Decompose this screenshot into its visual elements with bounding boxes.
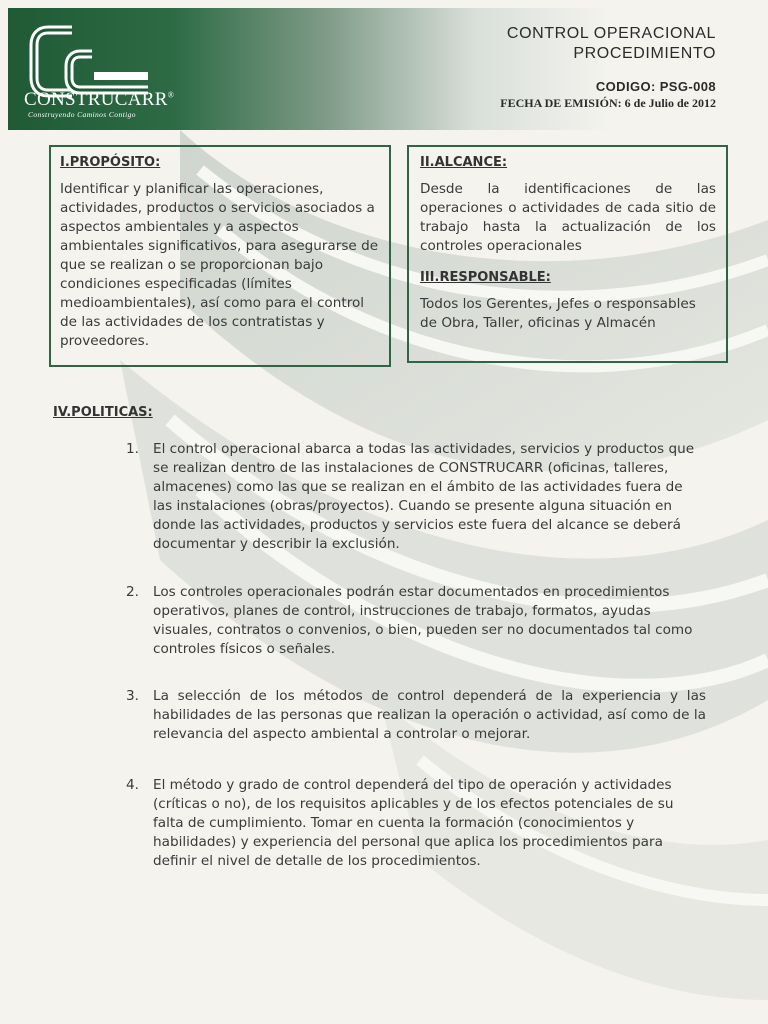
policy-number: 1. (126, 441, 139, 457)
scope-responsible-box (407, 145, 728, 363)
policy-number: 2. (126, 584, 139, 600)
policy-item (126, 687, 706, 744)
policy-item (126, 440, 706, 554)
document-code: CODIGO: PSG-008 (595, 79, 716, 94)
logo-tagline: Construyendo Caminos Contigo (28, 110, 136, 119)
document-meta (500, 24, 716, 111)
document-title-line1: CONTROL OPERACIONAL (506, 25, 716, 42)
policies-heading: IV.POLITICAS: (53, 405, 153, 420)
scope-text: Desde la identificaciones de las operaciones o actividades de cada sitio de trabajo hasta la actualización de los controles operacionales (420, 181, 716, 254)
issue-date-value: 6 de Julio de 2012 (624, 96, 716, 110)
policy-text: La selección de los métodos de control dependerá de la experiencia y las habilidades de las personas que realizan la operación o actividad, así como de la relevancia del aspecto ambiental a controlar o mejorar. (153, 688, 706, 742)
logo-wordmark: CONSTRUCARR® (24, 89, 175, 110)
purpose-text: Identificar y planificar las operaciones, actividades, productos o servicios asociados a aspectos ambientales y a aspectos ambientales significativos, para asegurarse de que se realizan o se proporcionan bajo condiciones especificadas (límites medioambientales), así como para el control de las actividades de los contratistas y proveedores. (60, 181, 379, 349)
policies-list (126, 440, 706, 871)
purpose-box (49, 145, 391, 367)
policy-item (126, 583, 706, 659)
scope-heading: II.ALCANCE: (420, 155, 508, 170)
policy-text: El método y grado de control dependerá del tipo de operación y actividades (críticas o no), de los requisitos aplicables y de los efectos potenciales de su falta de cumplimiento. Tomar en cuenta la formación (conocimientos y habilidades) y experiencia del personal que aplica los procedimientos para definir el nivel de detalle de los procedimientos. (153, 777, 674, 869)
issue-date-label: FECHA DE EMISIÓN: (500, 96, 622, 110)
document-title-line2: PROCEDIMIENTO (573, 45, 716, 62)
policy-number: 3. (126, 688, 139, 704)
responsible-text: Todos los Gerentes, Jefes o responsables de Obra, Taller, oficinas y Almacén (420, 296, 696, 331)
purpose-heading: I.PROPÓSITO: (60, 155, 161, 170)
policy-item (126, 776, 706, 871)
policy-text: Los controles operacionales podrán estar documentados en procedimientos operativos, planes de control, instrucciones de trabajo, formatos, ayudas visuales, contratos o convenios, o bien, pueden ser no documentados tal como controles físicos o señales. (153, 584, 693, 657)
policy-text: El control operacional abarca a todas las actividades, servicios y productos que se realizan dentro de las instalaciones de CONSTRUCARR (oficinas, talleres, almacenes) como las que se realizan en el ámbito de las actividades fuera de las instalaciones (obras/proyectos). Cuando se presente alguna situación en donde las actividades, productos y servicios este fuera del alcance se deberá documentar y describir la exclusión. (153, 441, 695, 552)
issue-date (500, 96, 716, 111)
policy-number: 4. (126, 777, 139, 793)
responsible-heading: III.RESPONSABLE: (420, 270, 551, 285)
